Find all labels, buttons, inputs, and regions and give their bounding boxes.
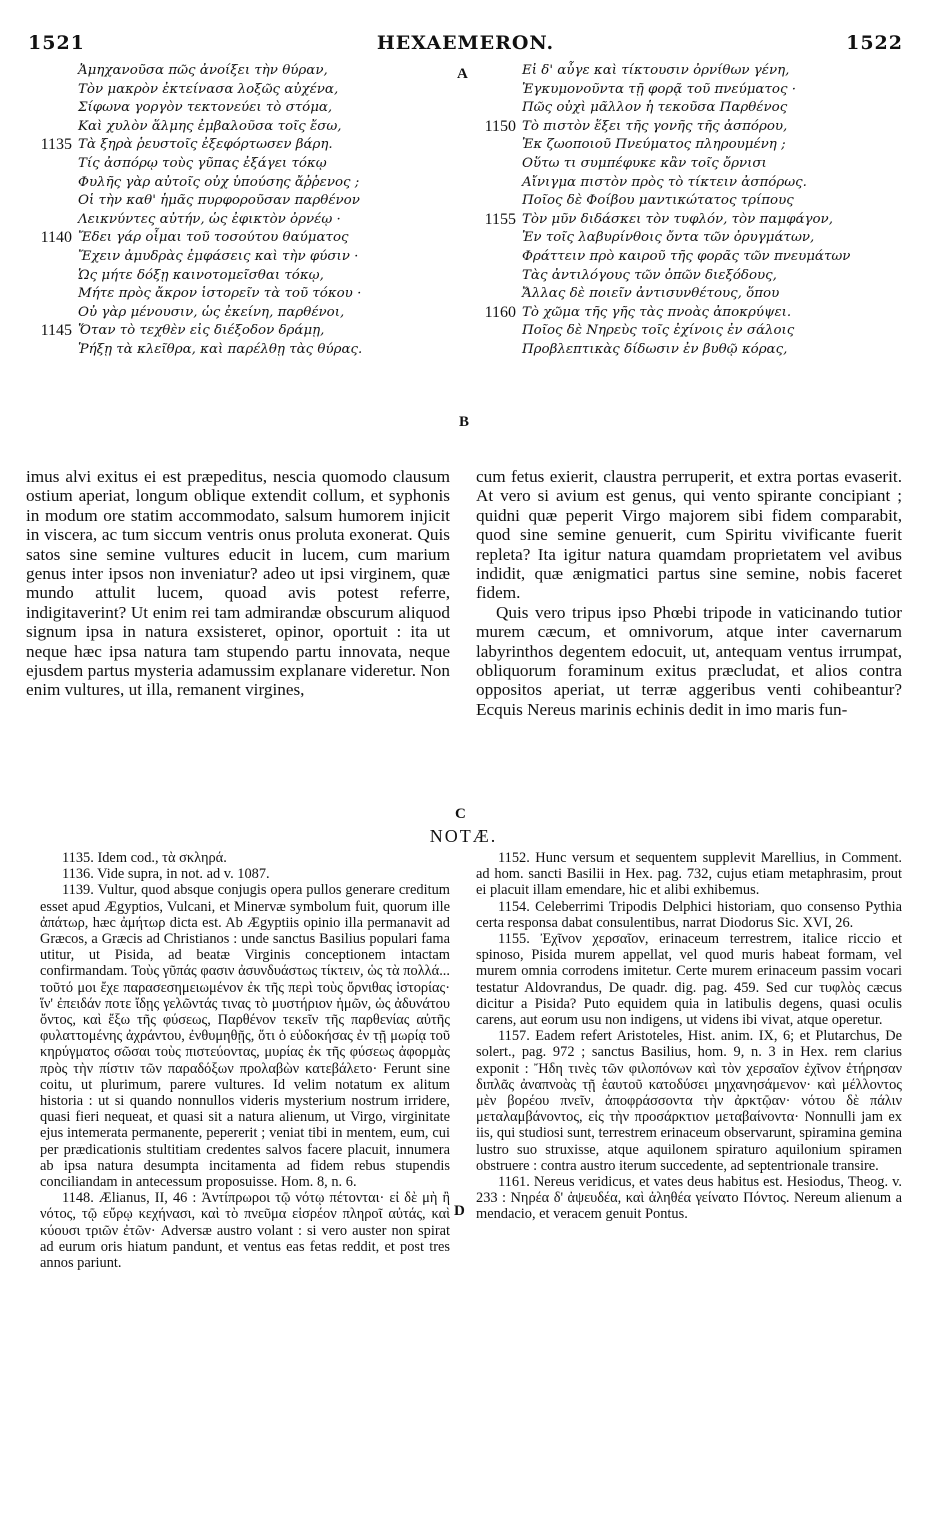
note-entry: 1136. Vide supra, in not. ad v. 1087. (62, 866, 270, 883)
verse-text: Πῶς οὐχὶ μᾶλλον ἡ τεκοῦσα Παρθένος (522, 100, 788, 116)
note-entry: 1148. Ælianus, II, 46 : Ἀντίπρωροι τῷ νότῳ πέτονται· εἰ δὲ μὴ ἢ νότος, τῷ εὔρῳ κεχήνασι, καὶ τὸ πνεῦμα εἰσρέον πληροῖ αὐτάς, καὶ κύουσι τριῶν ἐτῶν· Adversæ austro volant : si vero auster non spirat ad eurum oris hiatum pandunt, et ventus eas fetas reddit, et post tres annos pariunt. (40, 1190, 450, 1272)
page-number-left: 1521 (28, 32, 85, 54)
verse-text: Λεικνύντες αὐτήν, ὡς ἐφικτὸν ὀρνέῳ · (78, 211, 341, 227)
verse-text: Ὅταν τὸ τεχθὲν εἰς διέξοδον δράμῃ, (78, 323, 325, 339)
margin-letter-c: C (455, 806, 466, 822)
verse-text: Ὡς μήτε δόξῃ καινοτομεῖσθαι τόκῳ, (78, 267, 324, 283)
note-entry: 1152. Hunc versum et sequentem supplevit Marellius, in Comment. ad hom. sancti Basilii in Hex. pag. 732, cujus etiam metaphrasim, prout ei placuit illam emendare, hic et alibi exhibemus. (476, 850, 902, 899)
verse-line (522, 341, 902, 360)
verse-line (78, 304, 448, 323)
verse-line (522, 267, 902, 286)
verse-text: Ἀμηχανοῦσα πῶς ἀνοίξει τὴν θύραν, (78, 63, 328, 78)
verse-line (78, 267, 448, 286)
verse-text: Τὸν μῦν διδάσκει τὸν τυφλόν, τὸν παμφάγον, (522, 211, 833, 227)
verse-line (78, 118, 448, 137)
verse-line (40, 322, 448, 341)
verse-text: Ἔχειν ἀμυδρὰς ἐμφάσεις καὶ τὴν φύσιν · (78, 248, 359, 264)
margin-letter-b: B (459, 414, 470, 430)
verse-text: Οἱ τὴν καθ' ἡμᾶς πυρφοροῦσαν παρθένον (78, 193, 360, 209)
verse-text: Οὐ γὰρ μένουσιν, ὡς ἐκείνη, παρθένοι, (78, 304, 345, 320)
note-entry: 1135. Idem cod., τὰ σκληρά. (62, 850, 227, 866)
verse-line (522, 248, 902, 267)
note-entry: 1139. Vultur, quod absque conjugis opera pullos generare creditum esset apud Ægyptios, Vulcani, et Minervæ symbolum fuit, quorum ille ἀπάτωρ, hæc ἀμήτωρ dicta est. Ab Ægyptiis opinio illa permanavit ad Græcos, a Græcis ad Christianos : unde sanctus Basilius populari fama utitur, ut Pisida, ad beatæ Virginis conceptionem intactam confirmandam. Τοὺς γῦπάς φασιν ἀσυνδυάστως τίκτειν, ὡς τὰ πολλά... τοῦτό μοι ἔχε παρασεσημειωμένον ἐκ τῆς περὶ τοὺς ὄρνιθας ἱστορίας· ἵν' ἐπειδάν ποτε ἴδῃς γελῶντάς τινας τὸ μυστήριον ἡμῶν, ὡς ἀδυνάτου ὄντος, καὶ ἔξω τῆς φύσεως, Παρθένον τεκεῖν τῆς παρθενίας αὐτῆς φυλαττομένης ἀχράντου, ἐνθυμηθῇς, ὅτι ὁ εὐδοκήσας ἐν τῇ μωρίᾳ τοῦ κηρύγματος σῶσαι τοὺς πιστεύοντας, μυρίας ἐκ τῆς φύσεως ἀφορμὰς πρὸς τὴν πίστιν τῶν παραδόξων προλαβὼν κατεβάλετο· Ferunt sine coitu, ut plurimum, parere vultures. Id velim notatum ex alitum historia : ut si quando nonnullos videris mysterium nostrum irridere, quasi fieri nequeat, et quasi sit a natura alienum, ut Virgo, virginitate ejus intemerata permanente, pepererit ; veniat tibi in mentem, eum, cui per prædicationis stultitiam credentes salvos facere placuit, innumera ab ipsa natura desumpta incitamenta ad fidem rebus stupendis conciliandam in antecessum proposuisse. Hom. 8, n. 6. (40, 882, 450, 1191)
verse-line (78, 248, 448, 267)
verse-text: Φράττειν πρὸ καιροῦ τῆς φορᾶς τῶν πνευμάτων (522, 248, 851, 264)
notes-column-left (40, 850, 450, 1271)
verse-text: Τίς ἀσπόρῳ τοὺς γῦπας ἐξάγει τόκῳ (78, 155, 327, 171)
greek-verse-column-left (40, 62, 448, 360)
verse-line (78, 192, 448, 211)
running-title: HEXAEMERON. (376, 32, 555, 54)
note-entry: 1155. Ἐχῖνον χερσαῖον, erinaceum terrestrem, italice riccio et spinoso, Pisida murem appellat, vel quod muris habeat formam, vel murem omnia corrodens imitetur. Certe murem erinaceum passim vocari testatur Aldovrandus, De quadr. dig. pag. 459. Sed cur τυφλὸς cæcus dicitur a Pisida? Puto equidem quia in latibulis degens, quasi oculis carens, aut eorum usu non indigens, ut videns ibi vivat, atque operetur. (476, 931, 902, 1029)
verse-text: Ἐγκυμονοῦντα τῇ φορᾷ τοῦ πνεύματος · (522, 81, 796, 97)
verse-text: Ἔδει γάρ οἶμαι τοῦ τοσούτου θαύματος (78, 230, 349, 246)
verse-text: Ποῖος δὲ Φοίβου μαντικώτατος τρίπους (522, 193, 794, 209)
verse-text: Μήτε πρὸς ἄκρον ἱστορεῖν τὰ τοῦ τόκου · (78, 286, 362, 302)
verse-line (484, 210, 902, 230)
latin-paragraph: cum fetus exierit, claustra perruperit, et extra portas evaserit. At vero si avium est genus, qui vento spirante concipiant ; quidni quæ peperit Virgo majorem sibi fidem comparabit, quod sine semine genuerit, cum Spiritu vivificante fuerit repleta? Ita igitur natura quamdam proprietatem vel avibus indidit, quæ ænigmatici partus sine semine, nobis faceret fidem. (476, 467, 902, 603)
verse-text: Τὸ πιστὸν ἕξει τῆς γονῆς τῆς ἀσπόρου, (522, 118, 788, 134)
verse-line (522, 62, 902, 81)
verse-line (78, 62, 448, 81)
verse-line (484, 303, 902, 323)
verse-number: 1140 (40, 229, 72, 247)
verse-text: Καὶ χυλὸν ἅλμης ἐμβαλοῦσα τοῖς ἔσω, (78, 118, 342, 134)
verse-text: Προβλεπτικὰς δίδωσιν ἐν βυθῷ κόρας, (522, 341, 788, 357)
verse-text: Ἄλλας δὲ ποιεῖν ἀντισυνθέτους, ὅπου (522, 286, 780, 302)
verse-line (522, 174, 902, 193)
verse-line (522, 322, 902, 341)
verse-text: Τὰς ἀντιλόγους τῶν ὀπῶν διεξόδους, (522, 267, 777, 283)
verse-text: Αἴνιγμα πιστὸν πρὸς τὸ τίκτειν ἀσπόρως. (522, 174, 807, 190)
notes-column-right (476, 850, 902, 1223)
verse-text: Ποῖος δὲ Νηρεὺς τοῖς ἐχίνοις ἐν σάλοις (522, 323, 795, 339)
latin-paragraph: Quis vero tripus ipso Phœbi tripode in vaticinando tutior murem cæcum, et omnivorum, atque inter cavernarum labyrinthos degentem edocuit, ut, antequam ventus irrumpat, obliquorum foraminum exitus præcludat, et alios contra oppositos aperiat, ut terræ aggeribus venti cohibeantur? Ecquis Nereus marinis echinis dedit in imo maris fun- (476, 602, 902, 719)
verse-number: 1160 (484, 303, 516, 321)
verse-number: 1150 (484, 117, 516, 135)
verse-line (522, 81, 902, 100)
page-header (28, 32, 903, 58)
verse-text: Τὰ ξηρὰ ῥευστοῖς ἐξεφόρτωσεν βάρη. (78, 137, 333, 153)
verse-line (522, 285, 902, 304)
page-number-right: 1522 (846, 32, 903, 54)
note-entry: 1161. Nereus veridicus, et vates deus habitus est. Hesiodus, Theog. v. 233 : Νηρέα δ' ἀψευδέα, καὶ ἀληθέα γείνατο Πόντος. Nereum alienum a mendacio, et veracem genuit Pontus. (476, 1174, 902, 1223)
latin-translation-left (26, 467, 450, 700)
verse-line (78, 211, 448, 230)
verse-text: Φυλῆς γὰρ αὐτοῖς οὐχ ὑπούσης ἄῤῥενος ; (78, 174, 360, 190)
verse-number: 1155 (484, 210, 516, 228)
verse-text: Εἰ δ' αὖγε καὶ τίκτουσιν ὀρνίθων γένη, (522, 63, 790, 78)
note-entry: 1157. Eadem refert Aristoteles, Hist. anim. IX, 6; et Plutarchus, De solert., pag. 972 ; sanctus Basilius, hom. 9, n. 3 in Hex. rem clarius exponit : Ἤδη τινὲς τῶν φιλοπόνων καὶ τὸν χερσαῖον ἐχῖνον ἐτήρησαν διπλᾶς ἀναπνοὰς τῇ ἑαυτοῦ κατοδύσει μηχανησάμενον· καὶ μέλλοντος μὲν βορέου πνεῖν, ἀποφράσσοντα τὴν ἀρκτῷαν· νότου δὲ πάλιν μεταλαμβάνοντος, εἰς τὴν προσάρκτιον μεταβαίνοντα· Nonnulli jam ex iis, qui studiosi sunt, terrestrem erinaceum observarunt, spiramina gemina lustro suo struxisse, atque aquilonem spiraturo aquilonium spiramen obstruere : contra austro iterum succedente, ad septentrionale transire. (476, 1028, 902, 1174)
latin-paragraph: imus alvi exitus ei est præpeditus, nescia quomodo clausum ostium aperiat, longum oblique extendit collum, et syphonis in modum ore statim accommodato, salsum humorem injicit in viscera, ac tum siccum ventris onus proluta exonerat. Quis satos sine semine vultures educit in lucem, cum marium genus inter ipsos non inveniatur? adeo ut ipsi virginem, quæ mundo attulit lucem, quoad avis potest referre, indigitaverint? Ut enim rei tam admirandæ obscurum aliquod signum ipsa in natura exsisteret, opinor, oportuit : ita ut neque hæc ipsa natura tam stupendo partu innovata, neque ejusdem partus mysteria adamussim explanare videretur. Non enim vultures, ut illa, remanent virgines, (26, 467, 450, 700)
verse-text: Τὸν μακρὸν ἐκτείνασα λοξῶς αὐχένα, (78, 81, 339, 97)
margin-letter-d: D (454, 1203, 465, 1219)
verse-line (40, 229, 448, 248)
verse-line (522, 192, 902, 211)
note-entry: 1154. Celeberrimi Tripodis Delphici historiam, quo consenso Pythia certa responsa dabat consulentibus, narrat Diodorus Sic. XVI, 26. (476, 898, 902, 931)
verse-line (522, 229, 902, 248)
verse-text: Ἐν τοῖς λαβυρίνθοις ὄντα τῶν ὀρυγμάτων, (522, 230, 815, 246)
verse-line (522, 155, 902, 174)
verse-number: 1135 (40, 136, 72, 154)
verse-line (484, 117, 902, 137)
verse-line (78, 155, 448, 174)
verse-line (78, 285, 448, 304)
notes-heading: NOTÆ. (429, 826, 498, 846)
verse-line (522, 99, 902, 118)
latin-translation-right (476, 467, 902, 719)
verse-line (40, 136, 448, 155)
verse-line (78, 99, 448, 118)
margin-letter-a: A (457, 66, 468, 82)
verse-line (78, 81, 448, 100)
verse-text: Οὕτω τι συμπέφυκε κἂν τοῖς ὄρνισι (522, 155, 767, 171)
greek-verse-column-right (484, 62, 902, 360)
verse-text: Τὸ χῶμα τῆς γῆς τὰς πνοὰς ἀποκρύψει. (522, 304, 792, 320)
verse-text: Σίφωνα γοργὸν τεκτονεύει τὸ στόμα, (78, 100, 333, 116)
verse-line (78, 341, 448, 360)
verse-line (522, 136, 902, 155)
verse-line (78, 174, 448, 193)
verse-number: 1145 (40, 322, 72, 340)
verse-text: Ῥήξῃ τὰ κλεῖθρα, καὶ παρέλθῃ τὰς θύρας. (78, 341, 363, 357)
verse-text: Ἐκ ζωοποιοῦ Πνεύματος πληρουμένη ; (522, 137, 786, 153)
